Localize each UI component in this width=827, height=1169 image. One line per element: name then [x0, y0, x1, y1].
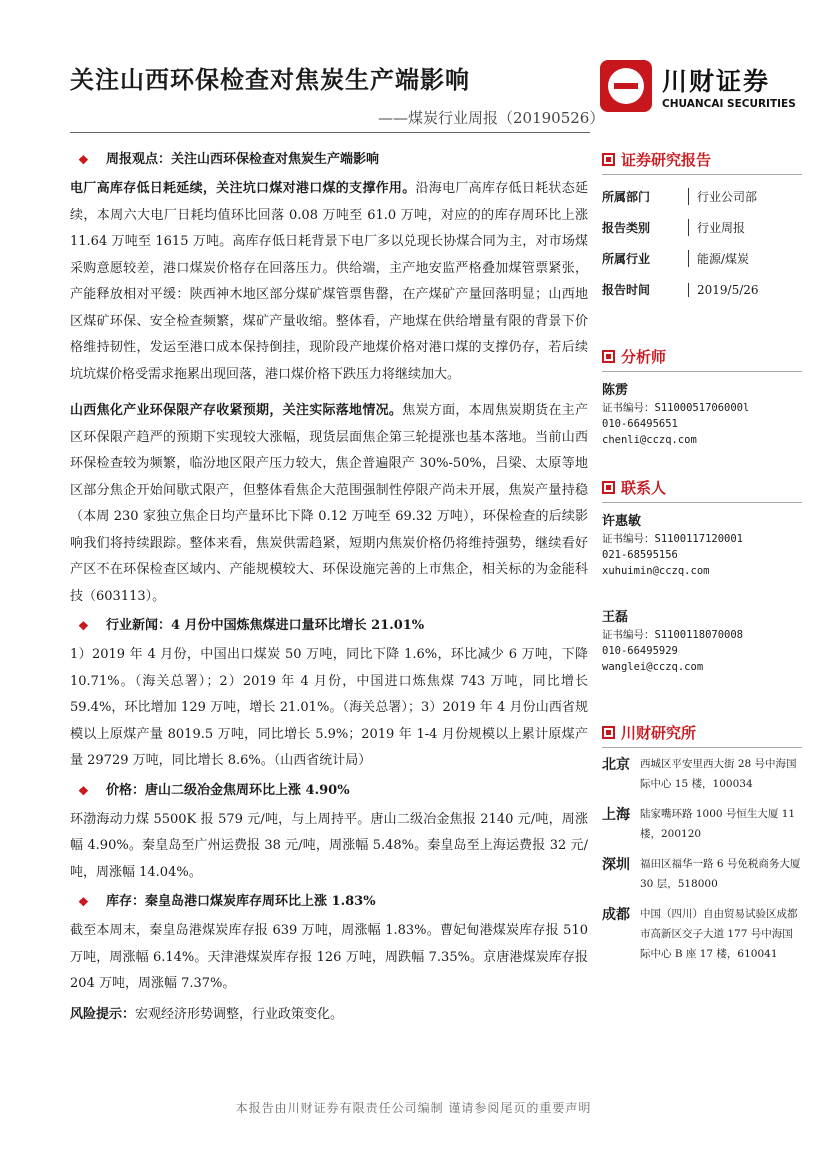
- report-heading-text: 证券研究报告: [621, 150, 712, 169]
- office-city: 成都: [602, 907, 630, 923]
- contact-heading-text: 联系人: [621, 478, 667, 497]
- logo-cn-text: 川财证券: [662, 67, 771, 96]
- office-entry: [602, 754, 802, 794]
- section-heading-text: 行业新闻：4 月份中国炼焦煤进口量环比增长 21.01%: [106, 618, 425, 633]
- risk-warning: [70, 1002, 588, 1029]
- person-name: 陈雳: [602, 383, 629, 398]
- person-cert: 证书编号：S1100117120001: [602, 533, 744, 545]
- title-divider: [70, 132, 590, 133]
- person-email[interactable]: chenli@cczq.com: [602, 434, 697, 446]
- section-heading-text: 周报观点：关注山西环保检查对焦炭生产端影响: [106, 152, 380, 167]
- meta-key: 报告时间: [602, 283, 651, 297]
- person-phone: 010-66495651: [602, 418, 678, 430]
- footer-disclaimer: 本报告由川财证券有限责任公司编制 谨请参阅尾页的重要声明: [235, 1101, 592, 1115]
- meta-key: 所属部门: [602, 190, 651, 204]
- risk-lead: 风险提示：: [70, 1006, 136, 1022]
- diamond-bullet-icon: ❖: [78, 895, 89, 909]
- paragraph-text: 环渤海动力煤 5500K 报 579 元/吨，与上周持平。唐山二级冶金焦报 2140 元/吨，周涨幅 4.90%。秦皇岛至广州运费报 38 元/吨，周涨幅 5.48%。秦皇岛至上海运费报 32 元/吨，周涨幅 14.04%。: [70, 811, 588, 880]
- meta-key: 报告类别: [602, 221, 651, 235]
- report-subtitle: ——煤炭行业周报（20190526）: [378, 109, 605, 127]
- paragraph-lead: 电厂高库存低日耗延续，关注坑口煤对港口煤的支撑作用。: [70, 181, 416, 196]
- meta-row: [602, 181, 802, 212]
- office-address: 福田区福华一路 6 号免税商务大厦 30 层，518000: [640, 858, 801, 890]
- paragraph: [70, 176, 588, 388]
- paragraph: [70, 398, 588, 610]
- paragraph-lead: 山西焦化产业环保限产存收紧预期，关注实际落地情况。: [70, 403, 403, 418]
- report-title: 关注山西环保检查对焦炭生产端影响: [70, 65, 470, 94]
- person-phone: 010-66495929: [602, 645, 678, 657]
- paragraph: [70, 918, 588, 998]
- meta-row: [602, 243, 802, 274]
- paragraph-text: 1）2019 年 4 月份，中国出口煤炭 50 万吨，同比下降 1.6%，环比减少 6 万吨，下降 10.71%。（海关总署）；2）2019 年 4 月份，中国进口炼焦煤 743 万吨，同比增长 59.4%，环比增加 129 万吨，增长 21.01%。（海关总署）；3）2019 年 4 月份山西省规模以上原煤产量 8019.5 万吨，同比增长 5.9%；2019 年 1-4 月份规模以上累计原煤产量 29729 万吨，同比增长 8.6%。（山西省统计局）: [70, 647, 588, 768]
- main-content: [70, 150, 588, 1032]
- square-bullet-icon: [602, 726, 615, 739]
- risk-text: 宏观经济形势调整，行业政策变化。: [135, 1006, 344, 1022]
- person-cert: 证书编号：S1100118070008: [602, 629, 744, 641]
- office-entry: [602, 804, 802, 844]
- paragraph-text: 截至本周末，秦皇岛港煤炭库存报 639 万吨，周涨幅 1.83%。曹妃甸港煤炭库存报 510 万吨，周涨幅 6.14%。天津港煤炭库存报 126 万吨，周跌幅 7.35%。京唐港煤炭库存报 204 万吨，周涨幅 7.37%。: [70, 923, 588, 991]
- contact-card: [602, 513, 802, 579]
- analyst-heading-text: 分析师: [621, 347, 667, 366]
- office-address: 陆家嘴环路 1000 号恒生大厦 11 楼，200120: [640, 808, 796, 840]
- diamond-bullet-icon: ❖: [78, 619, 89, 633]
- paragraph: [70, 642, 588, 775]
- sidebar: [602, 148, 802, 974]
- person-name: 王磊: [602, 610, 629, 625]
- meta-value: 行业周报: [688, 219, 745, 236]
- contact-heading: [602, 476, 802, 498]
- company-logo: [600, 60, 800, 120]
- analyst-card: [602, 382, 802, 448]
- section-heading: [70, 892, 588, 912]
- meta-row: [602, 274, 802, 305]
- paragraph-text: 沿海电厂高库存低日耗状态延续，本周六大电厂日耗均值环比回落 0.08 万吨至 61.0 万吨，对应的的库存周环比上涨 11.64 万吨至 1615 万吨。高库存低日耗背景下电厂多以兑现长协煤合同为主，对市场煤采购意愿较差，港口煤炭价格存在回落压力。供给端，主产地安监严格叠加煤管票紧张，产能释放相对平缓：陕西神木地区部分煤矿煤管票售罄，在产煤矿产量回落明显；山西地区煤矿环保、安全检查频繁，煤矿产量收缩。整体看，产地煤在供给增量有限的背景下价格维持韧性，发运至港口成本保持倒挂，现阶段产地煤价格对港口煤的支撑仍存，若后续坑坑煤价格受需求拖累出现回落，港口煤价格下跌压力将继续加大。: [70, 181, 588, 382]
- logo-en-text: CHUANCAI SECURITIES: [662, 98, 796, 110]
- sidebar-divider: [602, 174, 802, 175]
- person-cert: 证书编号：S1100051706000l: [602, 402, 750, 414]
- analyst-heading: [602, 345, 802, 367]
- person-email[interactable]: wanglei@cczq.com: [602, 661, 704, 673]
- logo-mark-icon: [600, 60, 652, 112]
- sidebar-divider: [602, 747, 802, 748]
- square-bullet-icon: [602, 153, 615, 166]
- institute-heading: [602, 721, 802, 743]
- meta-row: [602, 212, 802, 243]
- meta-value: 2019/5/26: [688, 283, 759, 297]
- diamond-bullet-icon: ❖: [78, 783, 89, 798]
- section-heading: [70, 150, 588, 170]
- sidebar-divider: [602, 371, 802, 372]
- office-entry: [602, 854, 802, 894]
- office-address: 西城区平安里西大街 28 号中海国际中心 15 楼，100034: [640, 758, 797, 790]
- contact-card: [602, 609, 802, 675]
- office-city: 深圳: [602, 857, 630, 873]
- office-city: 北京: [602, 757, 630, 773]
- paragraph: [70, 807, 588, 887]
- report-heading: [602, 148, 802, 170]
- diamond-bullet-icon: ❖: [78, 153, 89, 167]
- office-entry: [602, 904, 802, 964]
- person-name: 许惠敏: [602, 514, 642, 529]
- section-heading: [70, 781, 588, 801]
- paragraph-text: 焦炭方面，本周焦炭期货在主产区环保限产趋严的预期下实现较大涨幅，现货层面焦企第三轮提涨也基本落地。当前山西环保检查较为频繁，临汾地区限产压力较大，焦企普遍限产 30%-50%，吕梁、太原等地区部分焦企开始间歇式限产，但整体看焦企大范围强制性停限产尚未开展，焦炭产量持稳（本周 230 家独立焦企日均产量环比下降 0.12 万吨至 69.32 万吨），环保检查的后续影响我们将持续跟踪。整体来看，焦炭供需趋紧，短期内焦炭价格仍将维持强势，继续看好产区不在环保检查区域内、产能规模较大、环保设施完善的上市焦企，相关标的为金能科技（603113）。: [70, 403, 588, 604]
- office-address: 中国（四川）自由贸易试验区成都市高新区交子大道 177 号中海国际中心 B 座 17 楼，610041: [640, 908, 798, 960]
- meta-key: 所属行业: [602, 252, 651, 266]
- person-email[interactable]: xuhuimin@cczq.com: [602, 565, 710, 577]
- meta-value: 行业公司部: [688, 188, 757, 205]
- person-phone: 021-68595156: [602, 549, 678, 561]
- square-bullet-icon: [602, 481, 615, 494]
- section-heading-text: 库存：秦皇岛港口煤炭库存周环比上涨 1.83%: [106, 894, 376, 909]
- sidebar-divider: [602, 502, 802, 503]
- square-bullet-icon: [602, 350, 615, 363]
- section-heading: [70, 616, 588, 636]
- section-heading-text: 价格：唐山二级冶金焦周环比上涨 4.90%: [106, 782, 350, 798]
- office-city: 上海: [602, 807, 630, 823]
- meta-value: 能源/煤炭: [688, 250, 749, 267]
- institute-heading-text: 川财研究所: [621, 723, 697, 742]
